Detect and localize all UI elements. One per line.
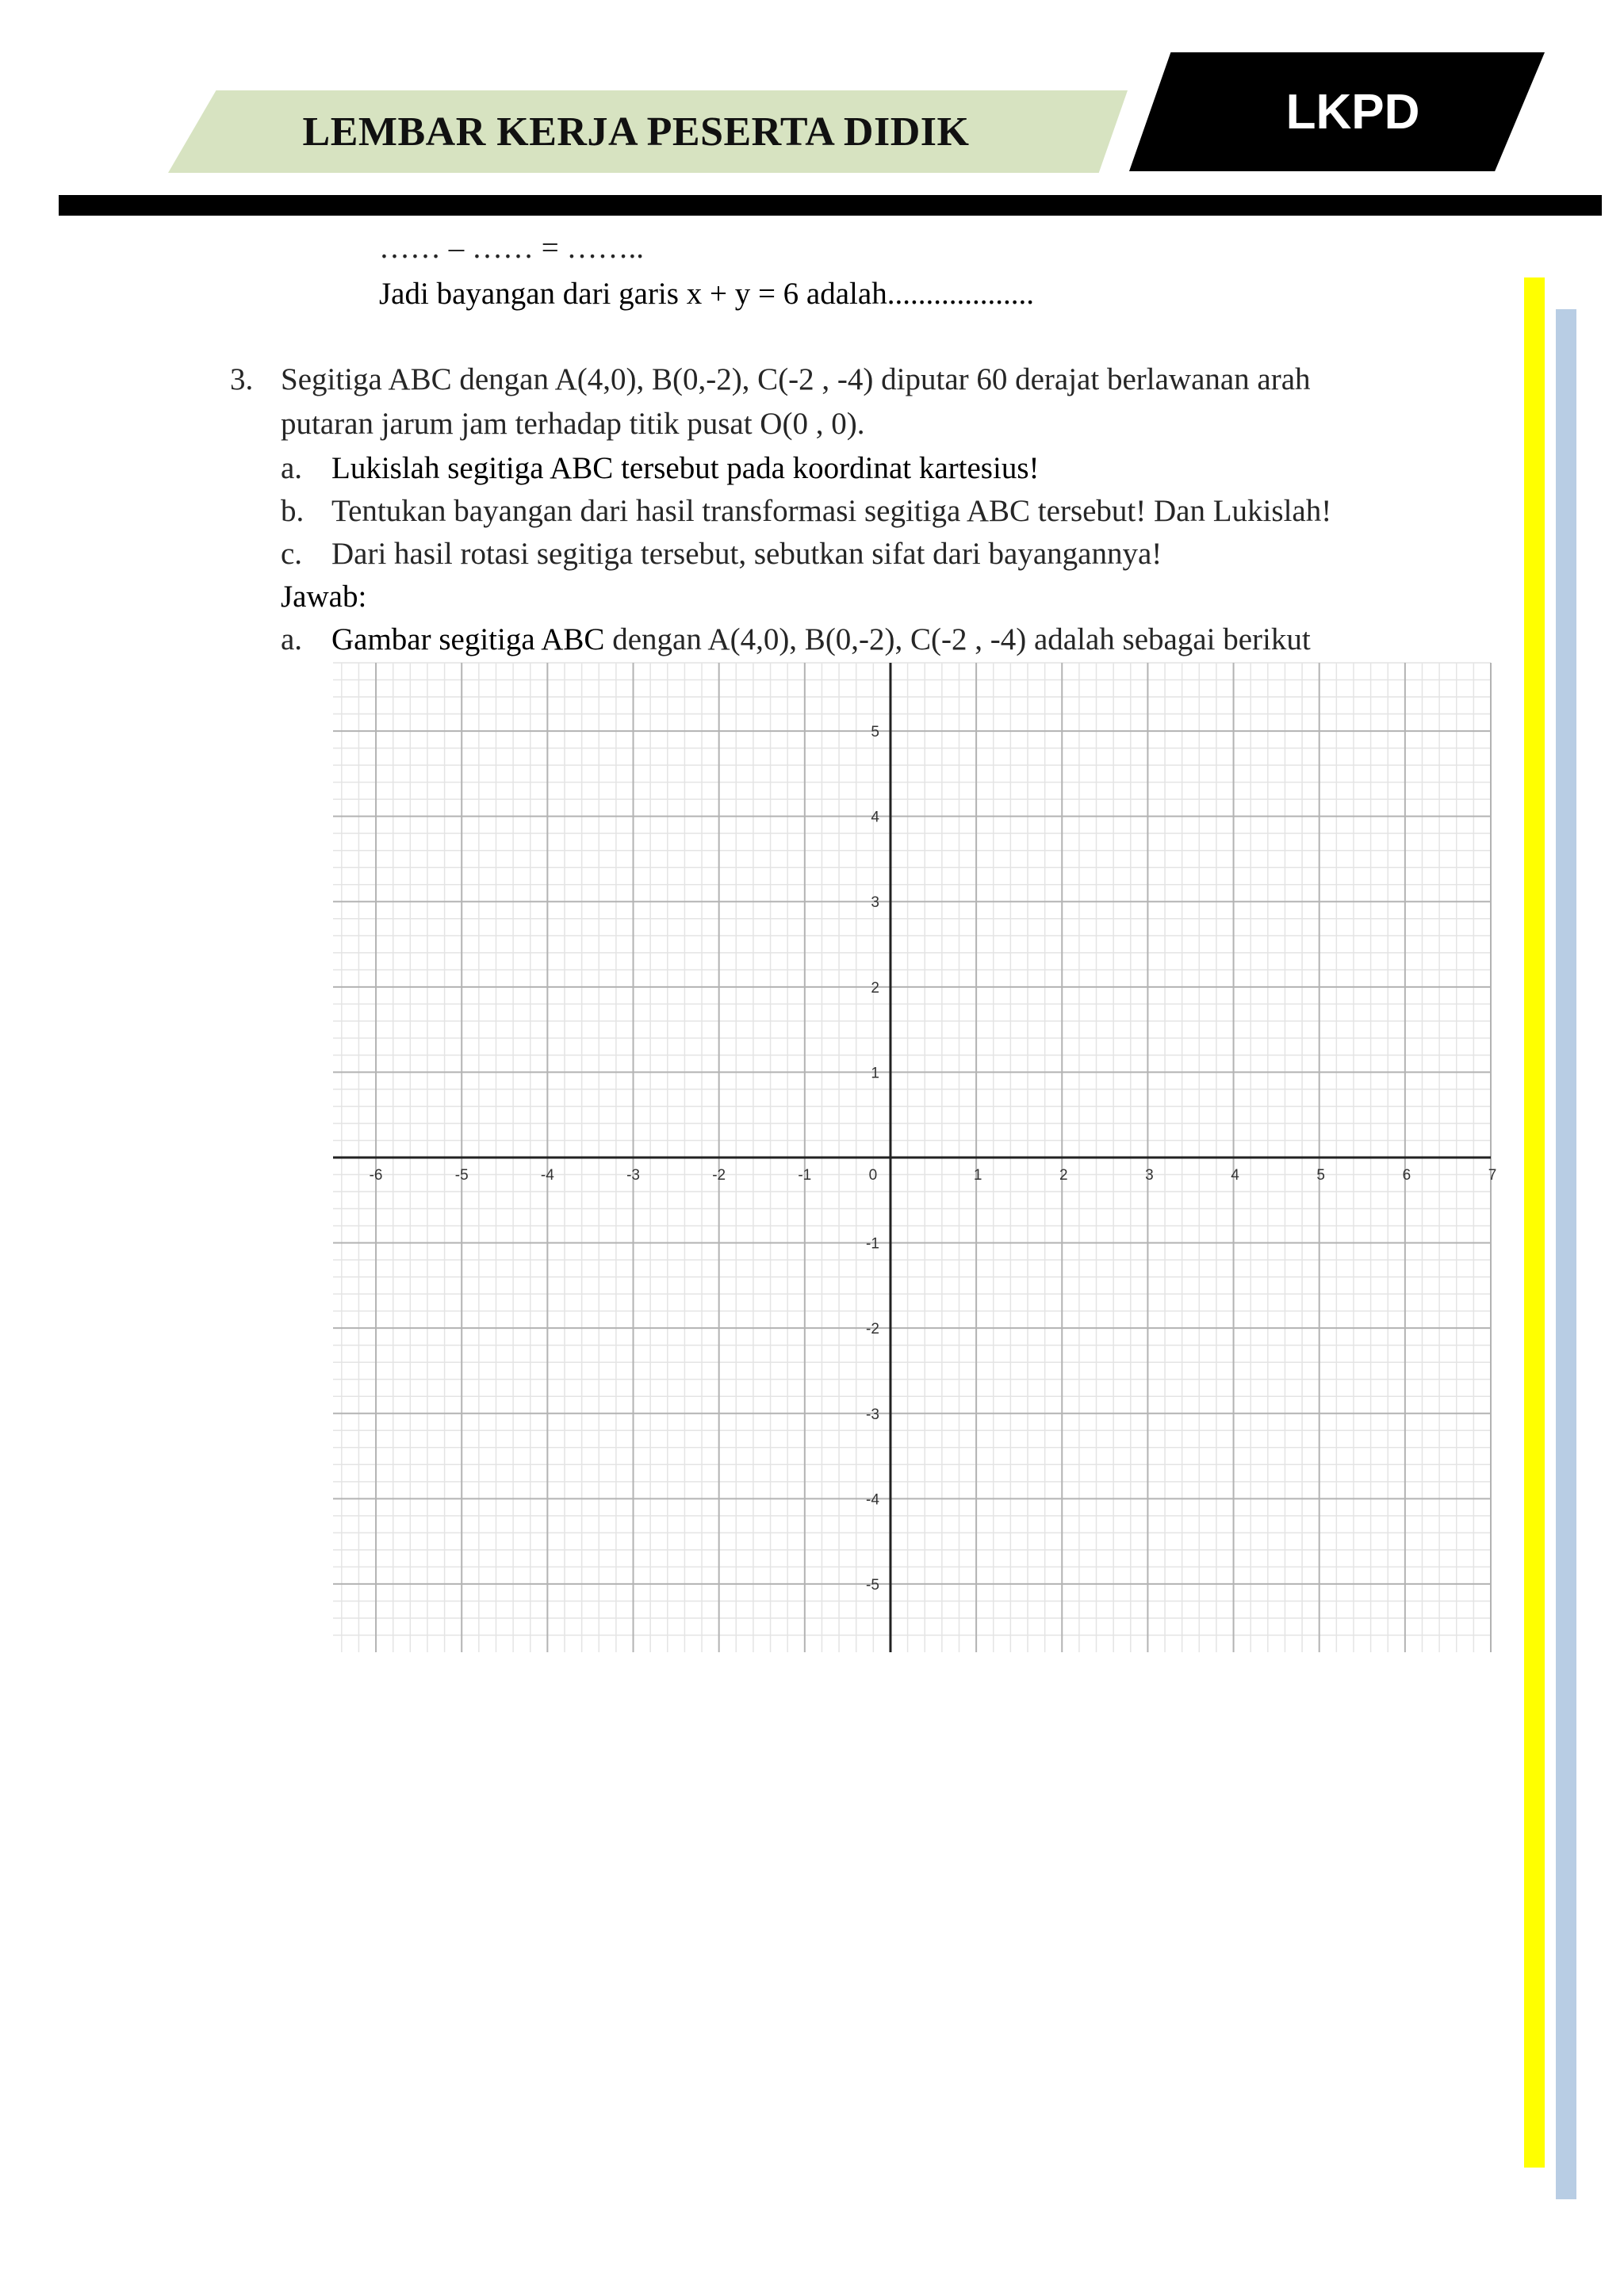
y-tick-label: 2: [871, 979, 879, 997]
x-tick-label: -6: [369, 1167, 383, 1184]
cartesian-plane: [333, 663, 1497, 1652]
x-tick-label: -1: [798, 1167, 812, 1184]
y-tick-label: 3: [871, 894, 879, 912]
side-bar-yellow: [1524, 277, 1545, 2168]
y-tick-label: -5: [866, 1576, 879, 1594]
page-title: LEMBAR KERJA PESERTA DIDIK: [302, 109, 970, 155]
y-tick-label: -4: [866, 1491, 879, 1509]
problem-number: 3.: [230, 362, 254, 396]
x-tick-label: -4: [540, 1167, 554, 1184]
answer-a-text: [331, 622, 1311, 659]
y-tick-label: 5: [871, 724, 879, 741]
x-tick-label: 5: [1316, 1167, 1325, 1184]
y-tick-label: -2: [866, 1321, 879, 1338]
header-rule: [59, 195, 1602, 216]
x-tick-label: -3: [626, 1167, 640, 1184]
x-tick-label: 6: [1402, 1167, 1411, 1184]
jadi-line: Jadi bayangan dari garis x + y = 6 adalah...................: [379, 277, 1034, 311]
item-c-text: Dari hasil rotasi segitiga tersebut, sebutkan sifat dari bayangannya!: [331, 537, 1162, 571]
x-tick-label: 3: [1145, 1167, 1154, 1184]
item-a-label: a.: [281, 451, 303, 485]
y-tick-label: 4: [871, 809, 879, 826]
blank-equation: …… – …… = ……..: [379, 231, 644, 265]
item-c-label: c.: [281, 537, 303, 571]
side-bar-blue: [1556, 309, 1576, 2199]
x-tick-label: 0: [868, 1167, 878, 1184]
answer-a-label: a.: [281, 622, 303, 656]
lkpd-badge-label: LKPD: [1285, 84, 1420, 140]
x-tick-label: 2: [1059, 1167, 1068, 1184]
x-tick-label: 1: [973, 1167, 982, 1184]
problem-line-1: Segitiga ABC dengan A(4,0), B(0,-2), C(-2 , -4) diputar 60 derajat berlawanan arah: [281, 362, 1311, 396]
problem-line-2: putaran jarum jam terhadap titik pusat O(0 , 0).: [281, 407, 865, 441]
cartesian-grid: [333, 663, 1497, 1652]
item-b-text: Tentukan bayangan dari hasil transformasi segitiga ABC tersebut! Dan Lukislah!: [331, 494, 1332, 528]
y-tick-label: 1: [871, 1065, 879, 1082]
x-tick-label: -5: [454, 1167, 469, 1184]
x-tick-label: -2: [712, 1167, 726, 1184]
item-a-text: Lukislah segitiga ABC tersebut pada koordinat kartesius!: [331, 451, 1040, 485]
item-b-label: b.: [281, 494, 304, 528]
answer-a-text-dark: Gambar segitiga ABC: [331, 622, 605, 656]
y-tick-label: -1: [866, 1235, 879, 1253]
x-tick-label: 4: [1231, 1167, 1239, 1184]
answer-label: Jawab:: [281, 580, 367, 614]
x-tick-label: 7: [1488, 1167, 1497, 1184]
answer-a-text-rest: dengan A(4,0), B(0,-2), C(-2 , -4) adalah sebagai berikut: [604, 622, 1311, 656]
y-tick-label: -3: [866, 1406, 879, 1423]
